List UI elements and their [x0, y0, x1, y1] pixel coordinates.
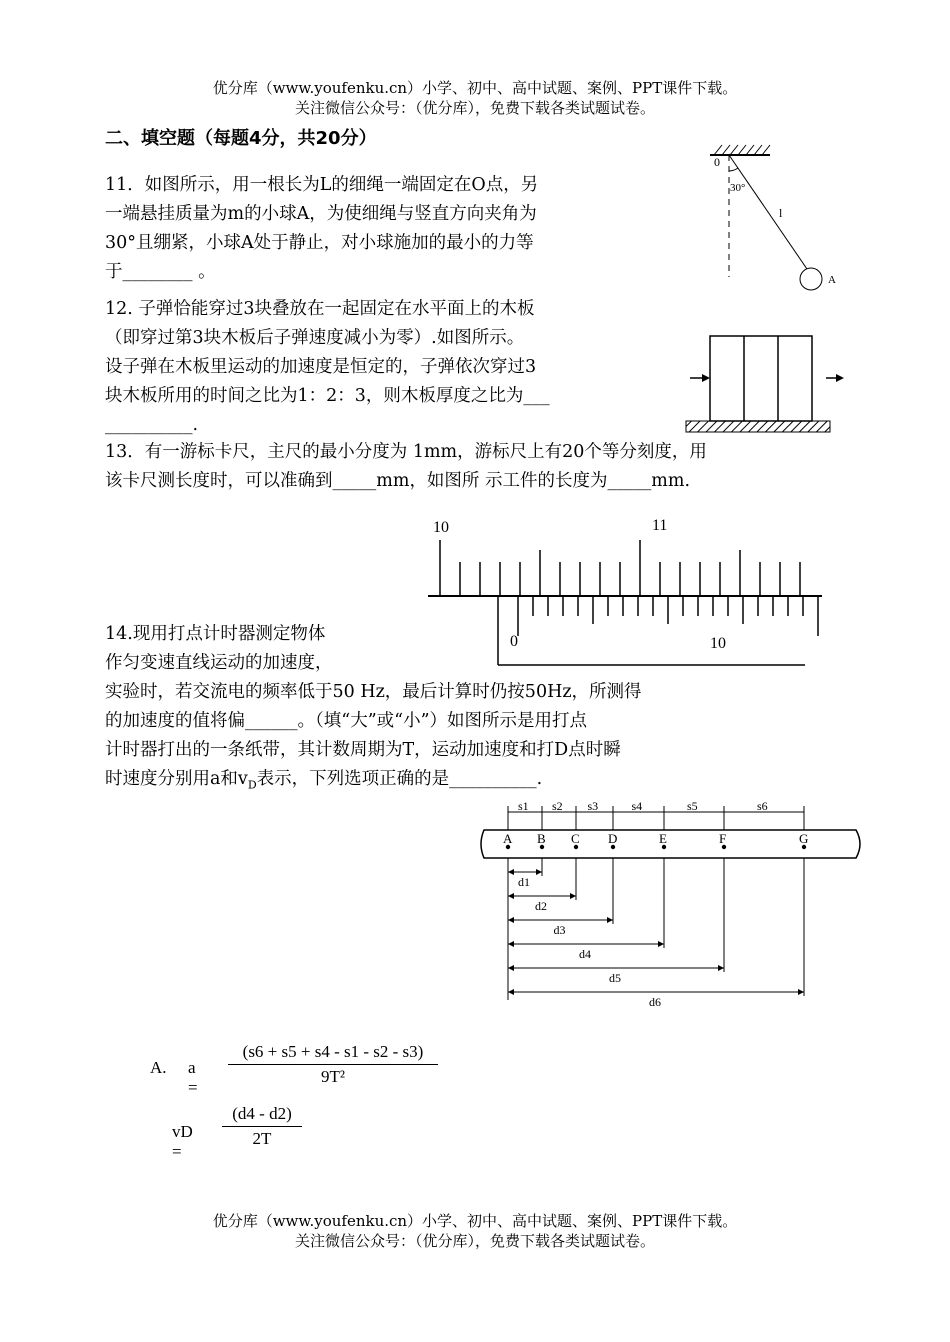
tape-point-label-E: E: [659, 831, 667, 846]
q11-line-4: 于________ 。: [105, 262, 216, 282]
footer-line-1: 优分库（www.youfenku.cn）小学、初中、高中试题、案例、PPT课件下载。: [212, 1212, 738, 1230]
velocity-lhs: vD =: [172, 1122, 193, 1161]
vernier-label-0: 0: [510, 633, 518, 650]
tape-point-label-G: G: [799, 831, 809, 846]
q14-line-short-1: 14.现用打点计时器测定物体: [105, 624, 326, 644]
header-line-1: 优分库（www.youfenku.cn）小学、初中、高中试题、案例、PPT课件下载。: [212, 79, 738, 97]
angle-label: 30°: [730, 182, 746, 194]
accel-denominator: 9T²: [321, 1067, 345, 1086]
q13-line-2: 该卡尺测长度时，可以准确到_____mm，如图所 示工件的长度为_____mm.: [105, 471, 691, 491]
velocity-denominator: 2T: [252, 1129, 272, 1148]
tape-point-label-C: C: [571, 831, 580, 846]
q12-line-2: （即穿过第3块木板后子弹速度减小为零）.如图所示。: [105, 328, 525, 348]
accel-numerator: (s6 + s5 + s4 - s1 - s2 - s3): [228, 1042, 438, 1065]
q13-line-1: 13．有一游标卡尺，主尺的最小分度为 1mm，游标尺上有20个等分刻度，用: [105, 442, 707, 462]
length-label: l: [779, 206, 783, 220]
d-label-6: d6: [649, 995, 661, 1009]
header-line-2: 关注微信公众号：（优分库），免费下载各类试题试卷。: [294, 99, 655, 117]
q14-line-short-2: 作匀变速直线运动的加速度，: [105, 653, 333, 673]
vd-subscript: D: [247, 778, 257, 792]
q11-line-3: 30°且绷紧，小球A处于静止，对小球施加的最小的力等: [105, 233, 534, 253]
d-label-5: d5: [609, 971, 621, 985]
s-label-5: s5: [687, 799, 698, 813]
q14-line-4: [105, 764, 542, 801]
tape-point-label-D: D: [608, 831, 618, 846]
tape-point-label-F: F: [719, 831, 727, 846]
caliper-figure: [420, 510, 840, 675]
tape-point-label-A: A: [503, 831, 513, 846]
s-label-2: s2: [552, 799, 563, 813]
main-scale-label-11: 11: [652, 517, 668, 534]
d-label-3: d3: [553, 923, 566, 937]
q14-line-4-tail: 表示，下列选项正确的是__________.: [256, 769, 543, 789]
accel-lhs: a =: [188, 1058, 198, 1097]
q14-line-1: 实验时，若交流电的频率低于50 Hz，最后计算时仍按50Hz，所测得: [105, 682, 642, 702]
vernier-label-10: 10: [710, 635, 726, 652]
ball-label: A: [828, 274, 836, 286]
velocity-numerator: (d4 - d2): [222, 1104, 302, 1127]
q12-line-5: __________.: [105, 415, 199, 435]
q11-line-1: 11．如图所示，用一根长为L的细绳一端固定在O点，另: [105, 175, 539, 195]
s-label-6: s6: [757, 799, 768, 813]
q11-line-2: 一端悬挂质量为m的小球A，为使细绳与竖直方向夹角为: [105, 204, 537, 224]
s-label-3: s3: [587, 799, 599, 813]
section-title: 二、填空题（每题4分，共20分）: [105, 128, 377, 149]
q12-line-4: 块木板所用的时间之比为1：2：3，则木板厚度之比为___: [105, 386, 550, 406]
q12-line-1: 12. 子弹恰能穿过3块叠放在一起固定在水平面上的木板: [105, 299, 535, 319]
tape-point-label-B: B: [537, 831, 546, 846]
q12-line-3: 设子弹在木板里运动的加速度是恒定的，子弹依次穿过3: [105, 357, 537, 377]
o-label: 0: [714, 155, 720, 169]
d-label-4: d4: [579, 947, 591, 961]
s-label-4: s4: [631, 799, 643, 813]
pendulum-figure: [690, 135, 850, 300]
q14-line-3: 计时器打出的一条纸带，其计数周期为T，运动加速度和打D点时瞬: [105, 740, 621, 760]
option-a-label: A.: [150, 1058, 167, 1077]
d-label-1: d1: [518, 875, 530, 889]
main-scale-label-10: 10: [433, 519, 449, 536]
footer-line-2: 关注微信公众号：（优分库），免费下载各类试题试卷。: [294, 1232, 655, 1250]
boards-figure: [680, 330, 855, 440]
q14-line-2: 的加速度的值将偏______。（填“大”或“小”）如图所示是用打点: [105, 711, 588, 731]
q14-line-4-head: 时速度分别用a和v: [105, 769, 248, 789]
d-label-2: d2: [535, 899, 547, 913]
s-label-1: s1: [518, 799, 529, 813]
ticker-tape-figure: [478, 800, 878, 1010]
